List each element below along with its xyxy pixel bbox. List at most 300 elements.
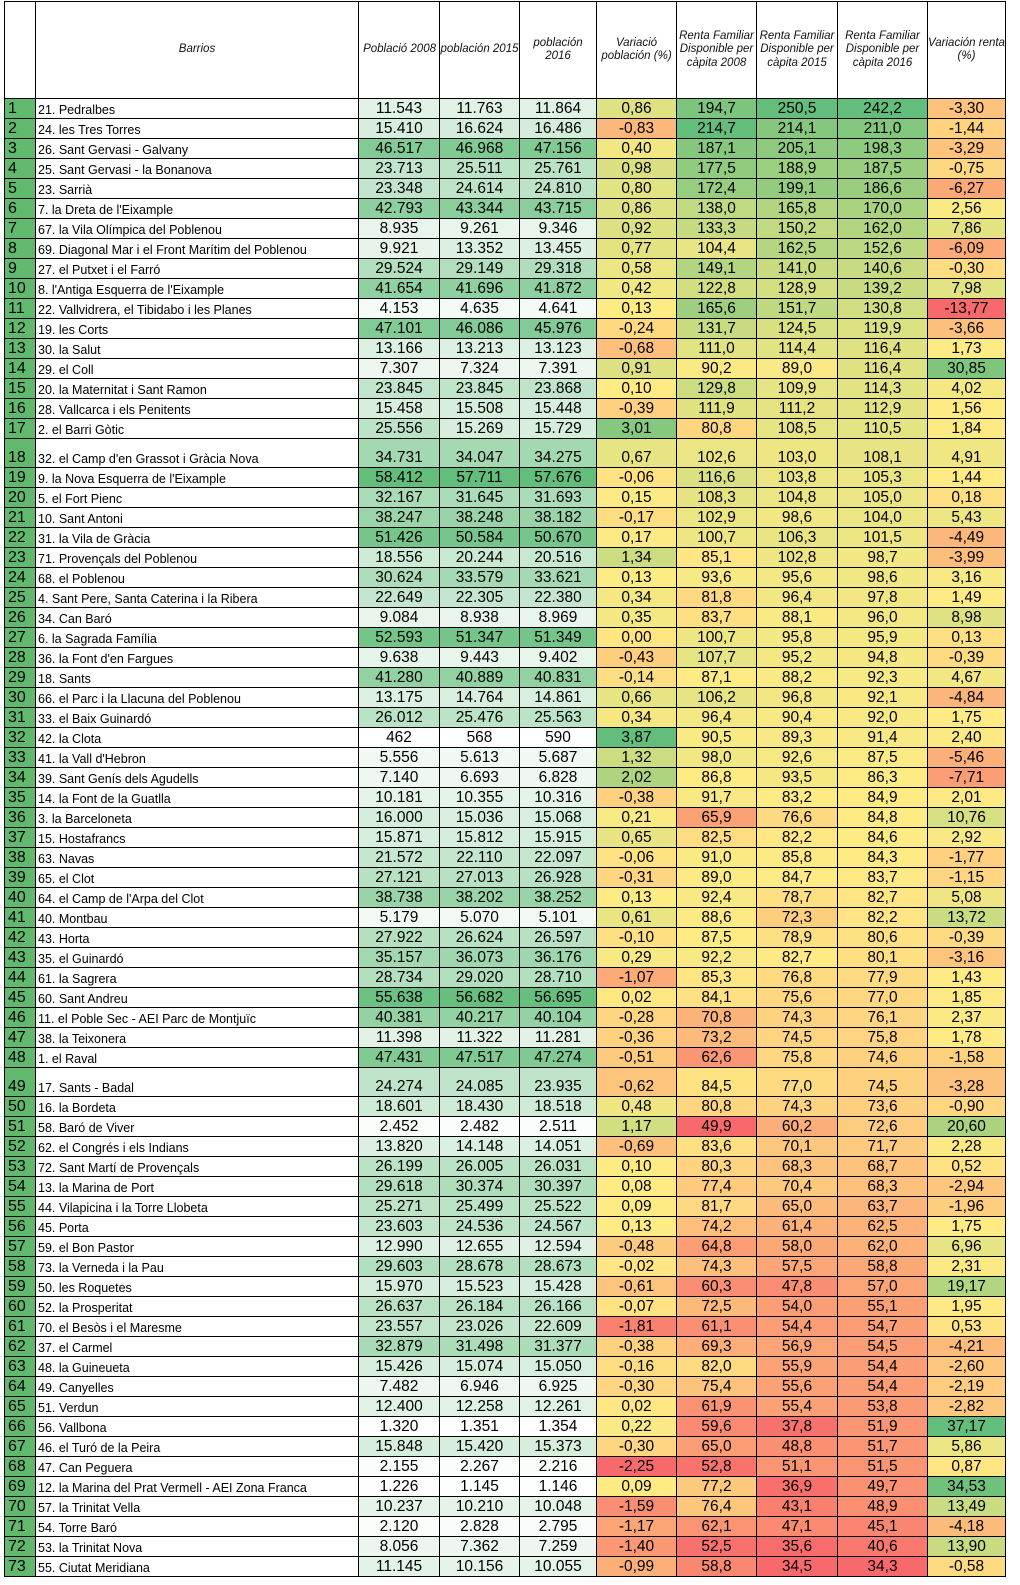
cell-renta-2008: 87,5	[677, 928, 757, 948]
cell-pob-2015: 14.148	[440, 1137, 520, 1157]
cell-renta-2015: 188,9	[757, 159, 838, 179]
cell-renta-2016: 87,5	[838, 748, 928, 768]
cell-barrio: 4. Sant Pere, Santa Caterina i la Ribera	[36, 588, 359, 608]
cell-barrio: 40. Montbau	[36, 908, 359, 928]
cell-barrio: 55. Ciutat Meridiana	[36, 1557, 359, 1577]
cell-var-poblacion: 0,13	[597, 1217, 677, 1237]
cell-var-poblacion: 0,15	[597, 488, 677, 508]
cell-renta-2016: 72,6	[838, 1117, 928, 1137]
cell-var-poblacion: 0,02	[597, 1397, 677, 1417]
cell-pob-2015: 6.946	[440, 1377, 520, 1397]
cell-renta-2015: 43,1	[757, 1497, 838, 1517]
cell-barrio: 16. la Bordeta	[36, 1097, 359, 1117]
cell-var-renta: 19,17	[928, 1277, 1006, 1297]
cell-var-renta: -2,19	[928, 1377, 1006, 1397]
cell-var-poblacion: -0,68	[597, 339, 677, 359]
cell-renta-2015: 70,4	[757, 1177, 838, 1197]
cell-var-poblacion: 0,92	[597, 219, 677, 239]
cell-pob-2016: 14.051	[520, 1137, 597, 1157]
cell-renta-2016: 116,4	[838, 359, 928, 379]
cell-barrio: 17. Sants - Badal	[36, 1068, 359, 1097]
cell-renta-2015: 70,1	[757, 1137, 838, 1157]
cell-renta-2016: 95,9	[838, 628, 928, 648]
cell-renta-2008: 165,6	[677, 299, 757, 319]
cell-barrio: 14. la Font de la Guatlla	[36, 788, 359, 808]
cell-pob-2008: 26.012	[359, 708, 440, 728]
cell-renta-2016: 77,9	[838, 968, 928, 988]
cell-var-poblacion: -0,38	[597, 1337, 677, 1357]
cell-pob-2008: 9.084	[359, 608, 440, 628]
cell-pob-2016: 15.373	[520, 1437, 597, 1457]
cell-var-poblacion: 0,35	[597, 608, 677, 628]
cell-pob-2016: 47.274	[520, 1048, 597, 1068]
cell-pob-2016: 10.048	[520, 1497, 597, 1517]
cell-pob-2016: 590	[520, 728, 597, 748]
cell-rank: 2	[5, 119, 36, 139]
cell-renta-2015: 78,9	[757, 928, 838, 948]
cell-pob-2008: 58.412	[359, 468, 440, 488]
cell-var-poblacion: -0,43	[597, 648, 677, 668]
cell-renta-2015: 98,6	[757, 508, 838, 528]
cell-var-renta: 34,53	[928, 1477, 1006, 1497]
cell-barrio: 35. el Guinardó	[36, 948, 359, 968]
cell-pob-2015: 13.213	[440, 339, 520, 359]
cell-var-poblacion: 0,58	[597, 259, 677, 279]
cell-renta-2016: 54,5	[838, 1337, 928, 1357]
cell-pob-2008: 40.381	[359, 1008, 440, 1028]
cell-var-poblacion: 0,34	[597, 588, 677, 608]
cell-renta-2008: 84,1	[677, 988, 757, 1008]
cell-var-poblacion: 0,00	[597, 628, 677, 648]
cell-pob-2016: 45.976	[520, 319, 597, 339]
cell-barrio: 6. la Sagrada Família	[36, 628, 359, 648]
cell-rank: 46	[5, 1008, 36, 1028]
cell-var-poblacion: -0,83	[597, 119, 677, 139]
cell-renta-2008: 107,7	[677, 648, 757, 668]
cell-pob-2016: 4.641	[520, 299, 597, 319]
cell-barrio: 1. el Raval	[36, 1048, 359, 1068]
cell-pob-2016: 16.486	[520, 119, 597, 139]
cell-renta-2008: 83,6	[677, 1137, 757, 1157]
table-row	[5, 1457, 1006, 1477]
cell-barrio: 57. la Trinitat Vella	[36, 1497, 359, 1517]
cell-renta-2008: 65,0	[677, 1437, 757, 1457]
cell-rank: 21	[5, 508, 36, 528]
cell-pob-2015: 20.244	[440, 548, 520, 568]
cell-var-poblacion: -0,39	[597, 399, 677, 419]
cell-pob-2016: 8.969	[520, 608, 597, 628]
cell-renta-2008: 89,0	[677, 868, 757, 888]
table-row	[5, 628, 1006, 648]
cell-renta-2016: 74,5	[838, 1068, 928, 1097]
cell-pob-2016: 30.397	[520, 1177, 597, 1197]
cell-var-renta: 3,16	[928, 568, 1006, 588]
cell-rank: 56	[5, 1217, 36, 1237]
cell-pob-2015: 47.517	[440, 1048, 520, 1068]
cell-pob-2016: 13.123	[520, 339, 597, 359]
table-row	[5, 1008, 1006, 1028]
cell-renta-2008: 91,0	[677, 848, 757, 868]
cell-pob-2008: 5.556	[359, 748, 440, 768]
cell-pob-2008: 47.101	[359, 319, 440, 339]
cell-rank: 34	[5, 768, 36, 788]
cell-var-poblacion: -0,24	[597, 319, 677, 339]
cell-pob-2015: 30.374	[440, 1177, 520, 1197]
cell-var-renta: 2,01	[928, 788, 1006, 808]
cell-pob-2008: 25.556	[359, 419, 440, 439]
cell-pob-2016: 20.516	[520, 548, 597, 568]
cell-pob-2016: 15.729	[520, 419, 597, 439]
cell-pob-2008: 9.638	[359, 648, 440, 668]
cell-var-renta: 1,43	[928, 968, 1006, 988]
table-row	[5, 1497, 1006, 1517]
cell-var-renta: -0,90	[928, 1097, 1006, 1117]
barrios-table	[4, 1, 1006, 1577]
cell-pob-2015: 5.613	[440, 748, 520, 768]
cell-renta-2016: 110,5	[838, 419, 928, 439]
table-row	[5, 279, 1006, 299]
cell-rank: 71	[5, 1517, 36, 1537]
cell-var-renta: -4,18	[928, 1517, 1006, 1537]
cell-var-renta: -1,58	[928, 1048, 1006, 1068]
cell-renta-2008: 87,1	[677, 668, 757, 688]
cell-renta-2015: 74,3	[757, 1097, 838, 1117]
cell-renta-2016: 105,3	[838, 468, 928, 488]
cell-pob-2008: 21.572	[359, 848, 440, 868]
cell-pob-2008: 32.879	[359, 1337, 440, 1357]
cell-renta-2008: 85,3	[677, 968, 757, 988]
cell-renta-2008: 138,0	[677, 199, 757, 219]
cell-var-renta: 1,95	[928, 1297, 1006, 1317]
cell-pob-2016: 41.872	[520, 279, 597, 299]
cell-pob-2008: 11.543	[359, 99, 440, 119]
cell-renta-2008: 59,6	[677, 1417, 757, 1437]
cell-rank: 7	[5, 219, 36, 239]
cell-barrio: 3. la Barceloneta	[36, 808, 359, 828]
table-row	[5, 808, 1006, 828]
table-row	[5, 1397, 1006, 1417]
header-rank	[5, 2, 36, 99]
cell-renta-2016: 71,7	[838, 1137, 928, 1157]
cell-renta-2015: 151,7	[757, 299, 838, 319]
cell-renta-2015: 141,0	[757, 259, 838, 279]
cell-renta-2015: 74,5	[757, 1028, 838, 1048]
cell-var-renta: 1,49	[928, 588, 1006, 608]
cell-renta-2015: 124,5	[757, 319, 838, 339]
cell-var-poblacion: 0,13	[597, 299, 677, 319]
cell-rank: 54	[5, 1177, 36, 1197]
cell-renta-2016: 86,3	[838, 768, 928, 788]
cell-pob-2008: 7.140	[359, 768, 440, 788]
cell-rank: 59	[5, 1277, 36, 1297]
cell-pob-2008: 38.247	[359, 508, 440, 528]
cell-renta-2016: 91,4	[838, 728, 928, 748]
cell-renta-2016: 58,8	[838, 1257, 928, 1277]
cell-var-renta: 4,67	[928, 668, 1006, 688]
cell-var-poblacion: -2,25	[597, 1457, 677, 1477]
cell-renta-2016: 187,5	[838, 159, 928, 179]
cell-barrio: 32. el Camp d'en Grassot i Gràcia Nova	[36, 439, 359, 468]
table-row	[5, 668, 1006, 688]
cell-rank: 70	[5, 1497, 36, 1517]
table-row	[5, 139, 1006, 159]
table-row	[5, 948, 1006, 968]
cell-pob-2016: 18.518	[520, 1097, 597, 1117]
cell-barrio: 59. el Bon Pastor	[36, 1237, 359, 1257]
cell-var-poblacion: 0,77	[597, 239, 677, 259]
cell-barrio: 56. Vallbona	[36, 1417, 359, 1437]
table-row	[5, 1437, 1006, 1457]
cell-var-renta: 13,90	[928, 1537, 1006, 1557]
cell-var-poblacion: -1,07	[597, 968, 677, 988]
table-row	[5, 1097, 1006, 1117]
cell-renta-2016: 76,1	[838, 1008, 928, 1028]
cell-pob-2015: 8.938	[440, 608, 520, 628]
cell-var-renta: 1,73	[928, 339, 1006, 359]
table-row	[5, 239, 1006, 259]
table-row	[5, 588, 1006, 608]
table-row	[5, 1048, 1006, 1068]
cell-renta-2008: 77,2	[677, 1477, 757, 1497]
cell-renta-2016: 114,3	[838, 379, 928, 399]
cell-var-renta: -6,09	[928, 239, 1006, 259]
cell-renta-2016: 51,5	[838, 1457, 928, 1477]
table-row	[5, 1377, 1006, 1397]
cell-renta-2016: 97,8	[838, 588, 928, 608]
table-row	[5, 608, 1006, 628]
cell-renta-2015: 82,2	[757, 828, 838, 848]
cell-rank: 33	[5, 748, 36, 768]
cell-pob-2008: 15.871	[359, 828, 440, 848]
cell-renta-2008: 116,6	[677, 468, 757, 488]
cell-rank: 25	[5, 588, 36, 608]
cell-renta-2015: 90,4	[757, 708, 838, 728]
cell-pob-2016: 57.676	[520, 468, 597, 488]
table-row	[5, 1028, 1006, 1048]
cell-rank: 64	[5, 1377, 36, 1397]
cell-pob-2016: 38.252	[520, 888, 597, 908]
cell-barrio: 63. Navas	[36, 848, 359, 868]
cell-pob-2015: 568	[440, 728, 520, 748]
cell-pob-2015: 4.635	[440, 299, 520, 319]
cell-renta-2008: 80,8	[677, 419, 757, 439]
table-row	[5, 788, 1006, 808]
table-row	[5, 1157, 1006, 1177]
cell-pob-2008: 29.524	[359, 259, 440, 279]
cell-pob-2016: 33.621	[520, 568, 597, 588]
table-row	[5, 488, 1006, 508]
cell-pob-2015: 7.362	[440, 1537, 520, 1557]
cell-pob-2008: 10.181	[359, 788, 440, 808]
header-var-poblacion: Variació población (%)	[597, 2, 677, 99]
cell-var-poblacion: -0,14	[597, 668, 677, 688]
table-row	[5, 219, 1006, 239]
cell-pob-2008: 4.153	[359, 299, 440, 319]
table-row	[5, 99, 1006, 119]
cell-renta-2008: 214,7	[677, 119, 757, 139]
cell-renta-2008: 82,0	[677, 1357, 757, 1377]
cell-renta-2015: 165,8	[757, 199, 838, 219]
cell-pob-2016: 15.448	[520, 399, 597, 419]
cell-barrio: 31. la Vila de Gràcia	[36, 528, 359, 548]
cell-pob-2008: 13.175	[359, 688, 440, 708]
cell-pob-2015: 15.269	[440, 419, 520, 439]
cell-var-renta: -4,84	[928, 688, 1006, 708]
cell-barrio: 5. el Fort Pienc	[36, 488, 359, 508]
cell-renta-2008: 111,0	[677, 339, 757, 359]
cell-var-poblacion: 0,86	[597, 99, 677, 119]
cell-pob-2016: 6.828	[520, 768, 597, 788]
cell-renta-2008: 92,4	[677, 888, 757, 908]
cell-pob-2008: 8.056	[359, 1537, 440, 1557]
cell-barrio: 69. Diagonal Mar i el Front Marítim del Poblenou	[36, 239, 359, 259]
cell-var-poblacion: 0,10	[597, 1157, 677, 1177]
cell-renta-2015: 83,2	[757, 788, 838, 808]
cell-var-renta: -1,15	[928, 868, 1006, 888]
cell-pob-2008: 18.556	[359, 548, 440, 568]
cell-pob-2016: 11.864	[520, 99, 597, 119]
cell-renta-2015: 72,3	[757, 908, 838, 928]
cell-pob-2015: 26.005	[440, 1157, 520, 1177]
cell-pob-2015: 10.210	[440, 1497, 520, 1517]
header-pob-2008: Població 2008	[359, 2, 440, 99]
cell-pob-2008: 23.713	[359, 159, 440, 179]
cell-var-poblacion: -0,62	[597, 1068, 677, 1097]
cell-barrio: 68. el Poblenou	[36, 568, 359, 588]
cell-renta-2008: 76,4	[677, 1497, 757, 1517]
cell-renta-2008: 194,7	[677, 99, 757, 119]
cell-renta-2016: 242,2	[838, 99, 928, 119]
cell-renta-2016: 84,9	[838, 788, 928, 808]
cell-var-renta: 1,75	[928, 1217, 1006, 1237]
cell-pob-2016: 31.693	[520, 488, 597, 508]
cell-renta-2008: 98,0	[677, 748, 757, 768]
cell-var-renta: 2,28	[928, 1137, 1006, 1157]
cell-renta-2016: 119,9	[838, 319, 928, 339]
cell-pob-2008: 13.166	[359, 339, 440, 359]
cell-var-poblacion: 0,08	[597, 1177, 677, 1197]
cell-var-poblacion: 0,98	[597, 159, 677, 179]
cell-pob-2016: 25.563	[520, 708, 597, 728]
cell-renta-2015: 85,8	[757, 848, 838, 868]
cell-pob-2015: 24.536	[440, 1217, 520, 1237]
cell-pob-2008: 23.603	[359, 1217, 440, 1237]
cell-renta-2008: 108,3	[677, 488, 757, 508]
cell-var-poblacion: 1,17	[597, 1117, 677, 1137]
cell-pob-2015: 15.523	[440, 1277, 520, 1297]
cell-pob-2015: 57.711	[440, 468, 520, 488]
cell-var-poblacion: 0,61	[597, 908, 677, 928]
cell-pob-2008: 2.120	[359, 1517, 440, 1537]
cell-renta-2016: 68,3	[838, 1177, 928, 1197]
cell-pob-2008: 42.793	[359, 199, 440, 219]
cell-var-poblacion: 0,80	[597, 179, 677, 199]
cell-renta-2016: 98,7	[838, 548, 928, 568]
cell-renta-2015: 92,6	[757, 748, 838, 768]
cell-var-renta: 8,98	[928, 608, 1006, 628]
cell-var-poblacion: -0,36	[597, 1028, 677, 1048]
cell-barrio: 22. Vallvidrera, el Tibidabo i les Planes	[36, 299, 359, 319]
cell-var-renta: -1,77	[928, 848, 1006, 868]
cell-renta-2015: 88,1	[757, 608, 838, 628]
cell-var-poblacion: 3,87	[597, 728, 677, 748]
table-row	[5, 908, 1006, 928]
cell-renta-2008: 70,8	[677, 1008, 757, 1028]
cell-var-renta: -4,49	[928, 528, 1006, 548]
cell-var-poblacion: 0,91	[597, 359, 677, 379]
table-row	[5, 728, 1006, 748]
cell-barrio: 44. Vilapicina i la Torre Llobeta	[36, 1197, 359, 1217]
cell-var-renta: -0,75	[928, 159, 1006, 179]
cell-pob-2008: 18.601	[359, 1097, 440, 1117]
cell-var-poblacion: -0,38	[597, 788, 677, 808]
table-row	[5, 528, 1006, 548]
cell-pob-2008: 16.000	[359, 808, 440, 828]
cell-pob-2015: 36.073	[440, 948, 520, 968]
cell-renta-2016: 92,3	[838, 668, 928, 688]
cell-var-renta: -0,39	[928, 648, 1006, 668]
cell-rank: 37	[5, 828, 36, 848]
cell-pob-2015: 11.322	[440, 1028, 520, 1048]
cell-rank: 45	[5, 988, 36, 1008]
cell-var-renta: 2,56	[928, 199, 1006, 219]
cell-renta-2015: 57,5	[757, 1257, 838, 1277]
cell-rank: 61	[5, 1317, 36, 1337]
table-row	[5, 319, 1006, 339]
cell-renta-2015: 77,0	[757, 1068, 838, 1097]
table-row	[5, 1237, 1006, 1257]
cell-barrio: 10. Sant Antoni	[36, 508, 359, 528]
cell-rank: 72	[5, 1537, 36, 1557]
cell-barrio: 73. la Verneda i la Pau	[36, 1257, 359, 1277]
cell-renta-2016: 74,6	[838, 1048, 928, 1068]
cell-pob-2008: 15.458	[359, 399, 440, 419]
cell-barrio: 38. la Teixonera	[36, 1028, 359, 1048]
cell-pob-2008: 51.426	[359, 528, 440, 548]
cell-var-poblacion: 2,02	[597, 768, 677, 788]
cell-pob-2015: 9.443	[440, 648, 520, 668]
cell-pob-2015: 38.248	[440, 508, 520, 528]
table-row	[5, 1477, 1006, 1497]
table-row	[5, 1137, 1006, 1157]
cell-var-poblacion: 0,09	[597, 1477, 677, 1497]
header-renta-2008: Renta Familiar Disponible per càpita 2008	[677, 2, 757, 99]
cell-pob-2016: 56.695	[520, 988, 597, 1008]
cell-renta-2008: 82,5	[677, 828, 757, 848]
cell-renta-2016: 162,0	[838, 219, 928, 239]
cell-renta-2015: 89,3	[757, 728, 838, 748]
cell-var-poblacion: 0,17	[597, 528, 677, 548]
cell-rank: 14	[5, 359, 36, 379]
table-row	[5, 379, 1006, 399]
cell-renta-2015: 93,5	[757, 768, 838, 788]
cell-renta-2015: 89,0	[757, 359, 838, 379]
cell-var-poblacion: 0,10	[597, 379, 677, 399]
cell-rank: 67	[5, 1437, 36, 1457]
table-row	[5, 928, 1006, 948]
cell-renta-2008: 49,9	[677, 1117, 757, 1137]
cell-var-poblacion: -0,99	[597, 1557, 677, 1577]
cell-var-poblacion: -0,61	[597, 1277, 677, 1297]
cell-pob-2016: 23.868	[520, 379, 597, 399]
cell-barrio: 9. la Nova Esquerra de l'Eixample	[36, 468, 359, 488]
cell-renta-2008: 90,5	[677, 728, 757, 748]
cell-renta-2015: 75,8	[757, 1048, 838, 1068]
cell-pob-2015: 33.579	[440, 568, 520, 588]
cell-pob-2015: 7.324	[440, 359, 520, 379]
cell-renta-2016: 116,4	[838, 339, 928, 359]
cell-var-renta: -0,30	[928, 259, 1006, 279]
